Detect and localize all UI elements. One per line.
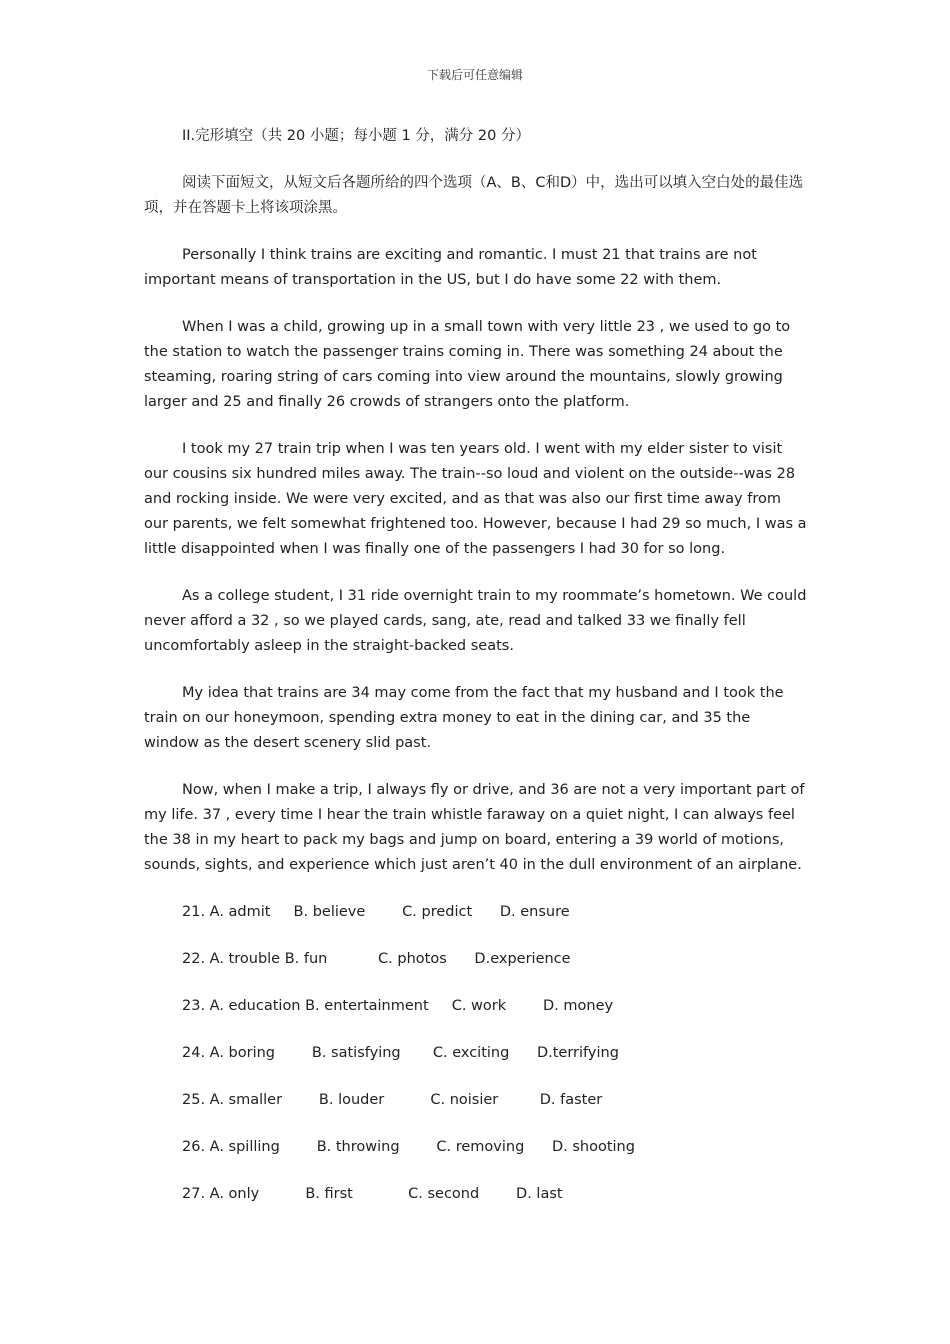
- passage-paragraph-6: Now, when I make a trip, I always fly or drive, and 36 are not a very important part of my life. 37 , every time I hear the train whistle faraway on a quiet night, I can always feel the 38 in my heart to pack my bags and jump on board, entering a 39 world of motions, sounds, sights, and experience which just aren’t 40 in the dull environment of an airplane.: [144, 782, 805, 873]
- question-27-options: 27. A. only B. first C. second D. last: [182, 1186, 563, 1202]
- passage-paragraph-2: When I was a child, growing up in a small town with very little 23 , we used to go to the station to watch the passenger trains coming in. There was something 24 about the steaming, roaring string of cars coming into view around the mountains, slowly growing larger and 25 and finally 26 crowds of strangers onto the platform.: [144, 319, 791, 410]
- header-note: 下载后可任意编辑: [426, 68, 523, 82]
- document-content: [144, 124, 808, 1229]
- question-23-options: 23. A. education B. entertainment C. work D. money: [182, 998, 614, 1014]
- passage-paragraph-3: I took my 27 train trip when I was ten years old. I went with my elder sister to visit our cousins six hundred miles away. The train--so loud and violent on the outside--was 28 and rocking inside. We were very excited, and as that was also our first time away from our parents, we felt somewhat frightened too. However, because I had 29 so much, I was a little disappointed when I was finally one of the passengers I had 30 for so long.: [144, 441, 807, 557]
- question-24-options: 24. A. boring B. satisfying C. exciting D.terrifying: [182, 1045, 619, 1061]
- passage-paragraph-1: Personally I think trains are exciting and romantic. I must 21 that trains are not important means of transportation in the US, but I do have some 22 with them.: [144, 247, 757, 288]
- question-21-options: 21. A. admit B. believe C. predict D. ensure: [182, 904, 570, 920]
- question-22-options: 22. A. trouble B. fun C. photos D.experience: [182, 951, 571, 967]
- passage-paragraph-4: As a college student, I 31 ride overnight train to my roommate’s hometown. We could never afford a 32 , so we played cards, sang, ate, read and talked 33 we finally fell uncomfortably asleep in the straight-backed seats.: [144, 588, 807, 654]
- instructions: 阅读下面短文，从短文后各题所给的四个选项（A、B、C和D）中，选出可以填入空白处的最佳选项，并在答题卡上将该项涂黑。: [144, 175, 804, 216]
- passage-paragraph-5: My idea that trains are 34 may come from the fact that my husband and I took the train on our honeymoon, spending extra money to eat in the dining car, and 35 the window as the desert scenery slid past.: [144, 685, 784, 751]
- question-25-options: 25. A. smaller B. louder C. noisier D. faster: [182, 1092, 603, 1108]
- section-title: II.完形填空（共 20 小题；每小题 1 分，满分 20 分）: [182, 128, 530, 144]
- question-26-options: 26. A. spilling B. throwing C. removing D. shooting: [182, 1139, 635, 1155]
